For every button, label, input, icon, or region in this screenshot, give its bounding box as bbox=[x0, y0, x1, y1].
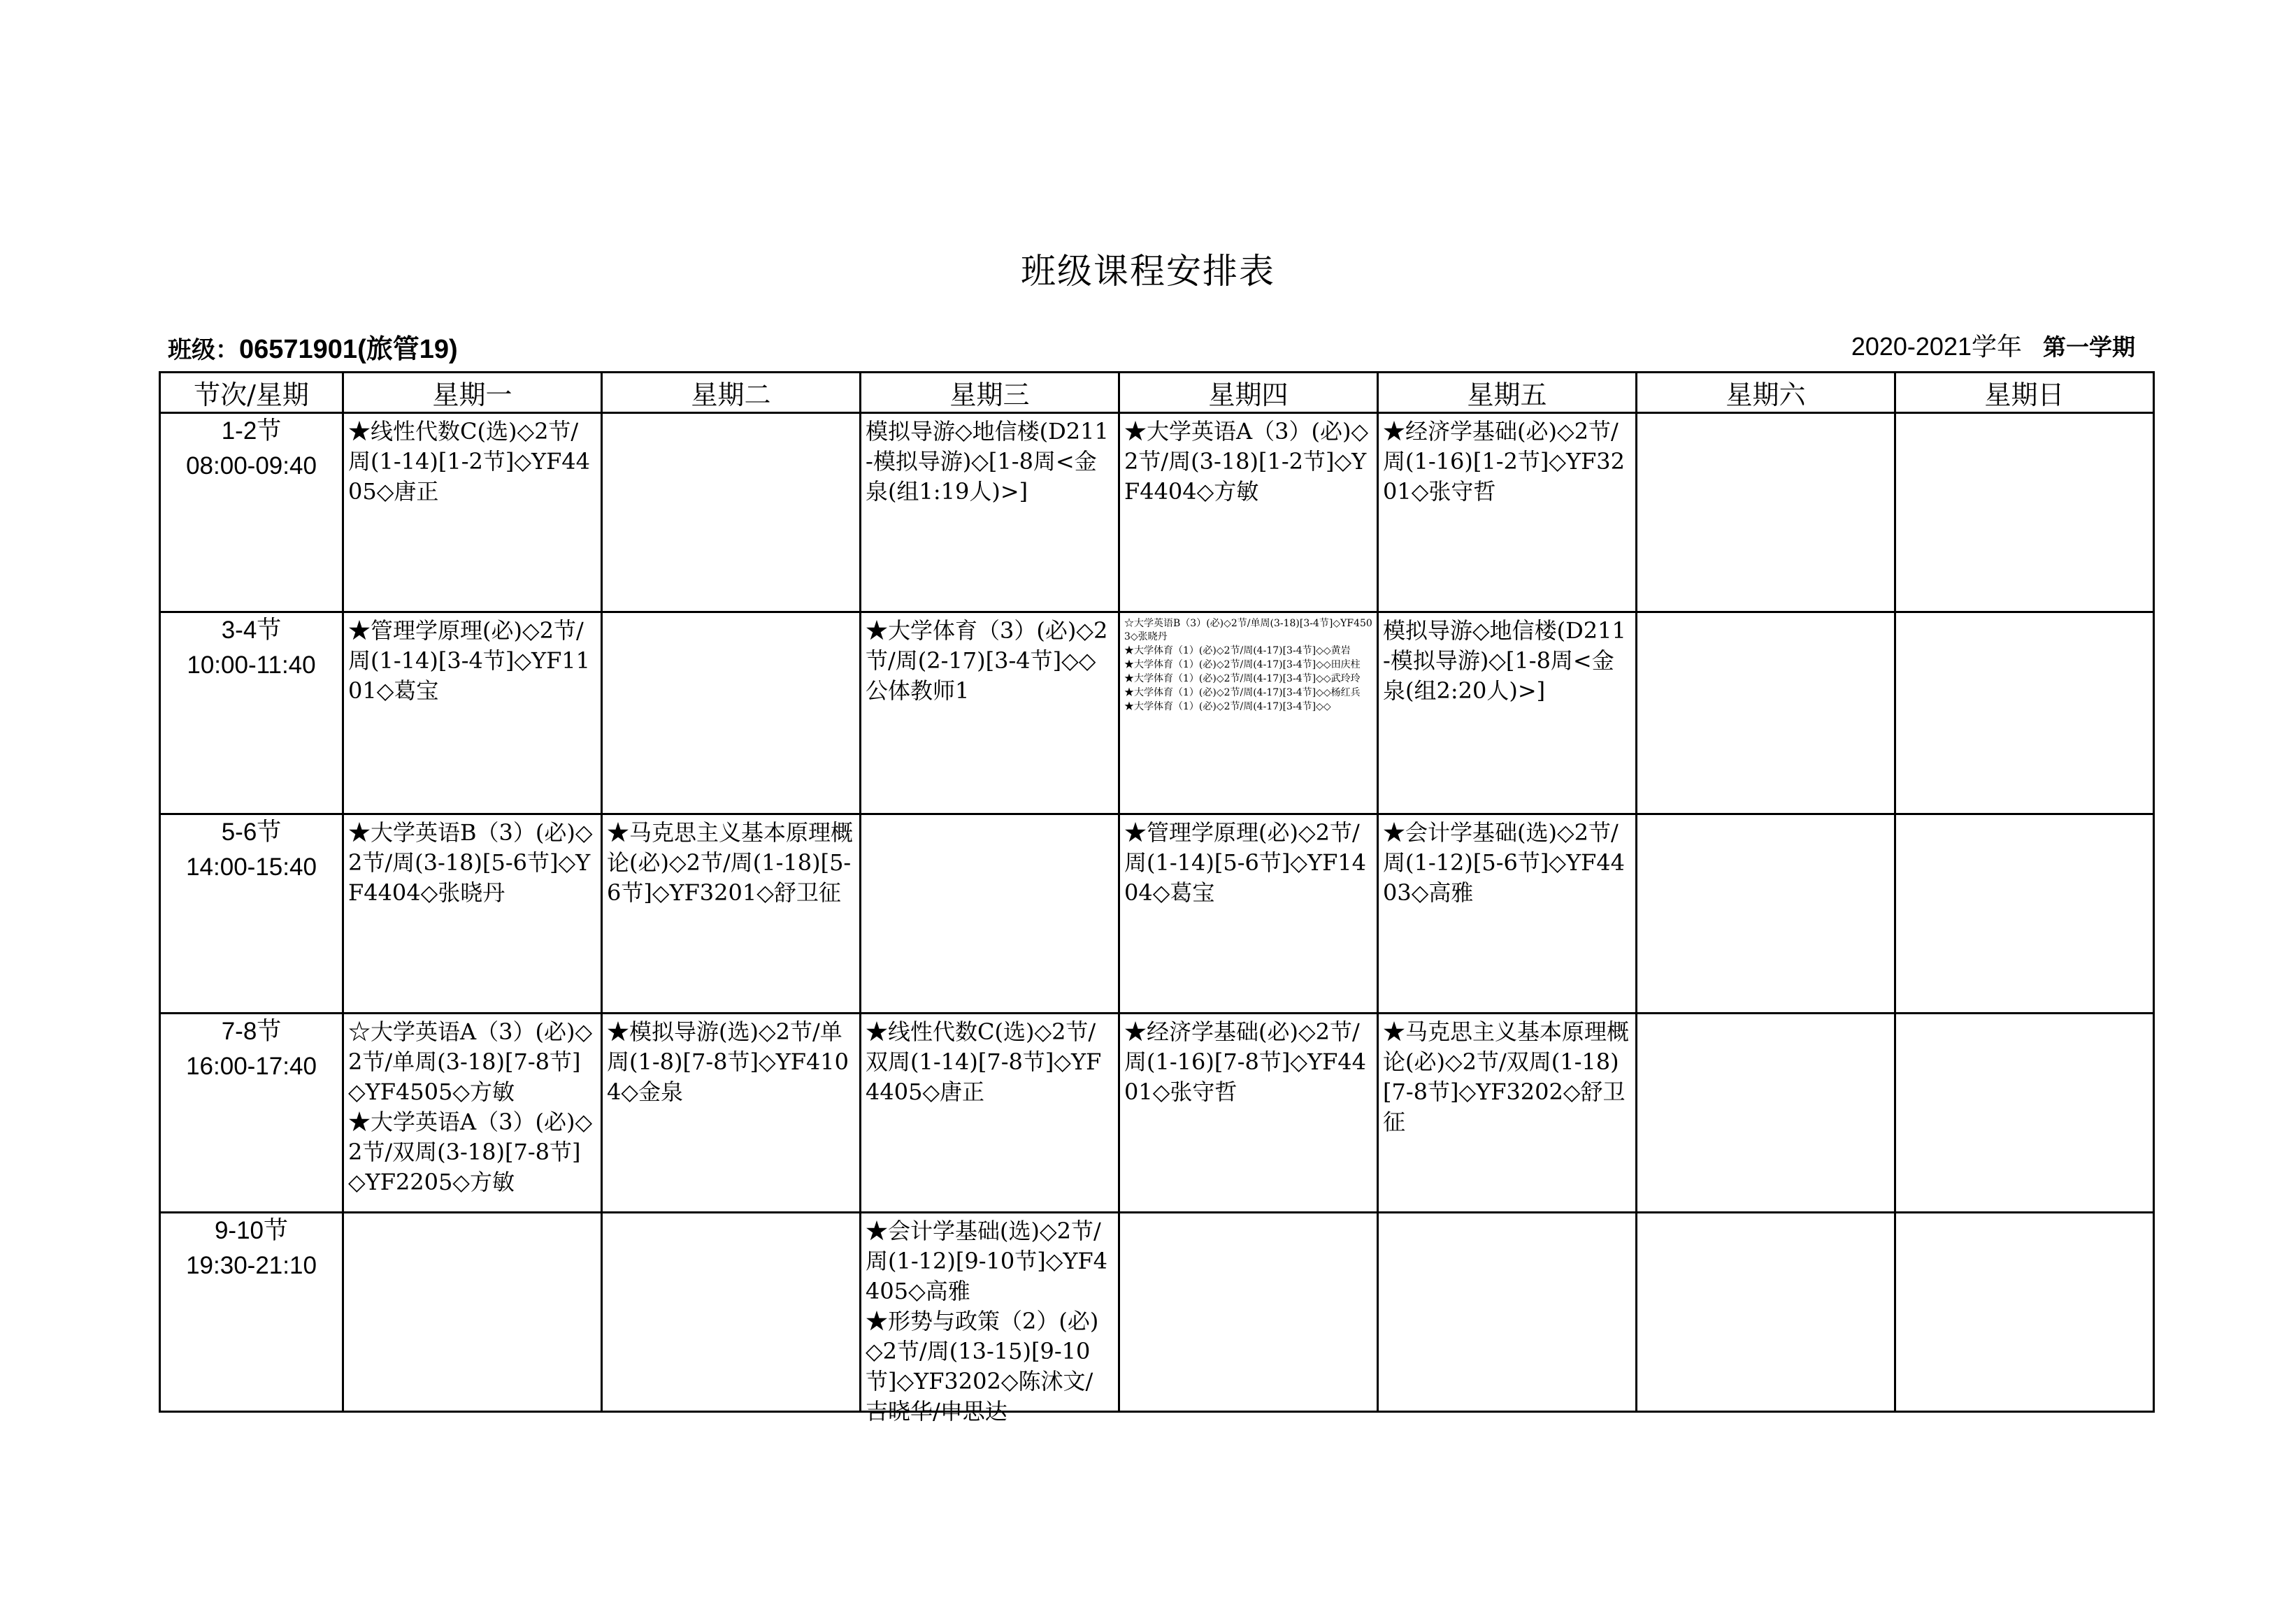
cell-content bbox=[861, 1213, 1118, 1425]
course-entry: ★管理学原理(必)◇2节/周(1-14)[3-4节]◇YF1101◇葛宝 bbox=[348, 617, 591, 704]
schedule-cell bbox=[1378, 1213, 1637, 1412]
cell-content bbox=[603, 1213, 859, 1411]
cell-content bbox=[1896, 1014, 2153, 1211]
class-label bbox=[168, 327, 458, 366]
cell-content bbox=[603, 613, 859, 810]
course-entry: 模拟导游◇地信楼(D211-模拟导游)◇[1-8周<金泉(组2:20人)>] bbox=[1383, 617, 1626, 704]
course-entry: ★模拟导游(选)◇2节/单周(1-8)[7-8节]◇YF4104◇金泉 bbox=[607, 1018, 849, 1105]
schedule-cell bbox=[602, 1014, 861, 1213]
header-row bbox=[160, 373, 2154, 413]
schedule-cell bbox=[1637, 413, 1895, 612]
schedule-cell bbox=[1378, 814, 1637, 1014]
schedule-cell bbox=[1637, 1014, 1895, 1213]
schedule-cell bbox=[1378, 612, 1637, 814]
schedule-cell bbox=[861, 1014, 1119, 1213]
course-entry: ★经济学基础(必)◇2节/周(1-16)[1-2节]◇YF3201◇张守哲 bbox=[1383, 418, 1626, 505]
period-cell bbox=[160, 612, 343, 814]
cell-content bbox=[1379, 815, 1635, 1012]
course-entry: ★大学英语A（3）(必)◇2节/周(3-18)[1-2节]◇YF4404◇方敏 bbox=[1124, 418, 1369, 505]
schedule-cell bbox=[602, 814, 861, 1014]
cell-content bbox=[1120, 815, 1377, 1012]
course-entry: ★大学体育（1）(必)◇2节/周(4-17)[3-4节]◇◇杨红兵 bbox=[1124, 687, 1361, 698]
schedule-cell bbox=[1637, 1213, 1895, 1412]
course-entry: ★经济学基础(必)◇2节/周(1-16)[7-8节]◇YF4401◇张守哲 bbox=[1124, 1018, 1367, 1105]
course-entry: ★大学英语B（3）(必)◇2节/周(3-18)[5-6节]◇YF4404◇张晓丹 bbox=[348, 819, 593, 906]
schedule-cell bbox=[602, 1213, 861, 1412]
course-entry: ★管理学原理(必)◇2节/周(1-14)[5-6节]◇YF1404◇葛宝 bbox=[1124, 819, 1367, 906]
cell-content bbox=[1637, 815, 1894, 1012]
cell-content bbox=[1896, 613, 2153, 810]
schedule-cell bbox=[861, 1213, 1119, 1425]
header-thursday: 星期四 bbox=[1119, 373, 1378, 413]
semester: 第一学期 bbox=[2043, 333, 2135, 361]
period-label: 9-10节 bbox=[214, 1217, 289, 1244]
period-label: 5-6节 bbox=[221, 819, 282, 846]
schedule-cell bbox=[343, 814, 602, 1014]
cell-content bbox=[1120, 414, 1377, 611]
cell-content bbox=[1379, 414, 1635, 611]
schedule-cell bbox=[1119, 1014, 1378, 1213]
cell-content bbox=[603, 414, 859, 611]
cell-content bbox=[344, 414, 601, 611]
schedule-cell bbox=[602, 612, 861, 814]
course-entry: ★大学体育（1）(必)◇2节/周(4-17)[3-4节]◇◇ bbox=[1124, 701, 1331, 712]
cell-content bbox=[1379, 613, 1635, 810]
academic-year: 2020-2021学年 bbox=[1851, 332, 2022, 361]
period-cell bbox=[160, 1014, 343, 1213]
period-cell bbox=[160, 413, 343, 612]
period-label: 7-8节 bbox=[221, 1018, 282, 1045]
cell-content bbox=[1120, 613, 1377, 813]
cell-content bbox=[1637, 1213, 1894, 1411]
course-entry: ☆大学英语B（3）(必)◇2节/单周(3-18)[3-4节]◇YF4503◇张晓丹 bbox=[1124, 618, 1372, 642]
cell-content bbox=[1120, 1014, 1377, 1211]
course-entry: ★大学体育（3）(必)◇2节/周(2-17)[3-4节]◇◇公体教师1 bbox=[866, 617, 1108, 704]
schedule-cell bbox=[343, 1014, 602, 1213]
period-cell bbox=[160, 1213, 343, 1412]
course-entry: ★线性代数C(选)◇2节/双周(1-14)[7-8节]◇YF4405◇唐正 bbox=[866, 1018, 1102, 1105]
course-entry: ★马克思主义基本原理概论(必)◇2节/双周(1-18)[7-8节]◇YF3202◇舒卫征 bbox=[1383, 1018, 1630, 1135]
course-entry: ★大学体育（1）(必)◇2节/周(4-17)[3-4节]◇◇田庆柱 bbox=[1124, 659, 1361, 670]
cell-content bbox=[861, 1014, 1118, 1211]
schedule-cell bbox=[343, 612, 602, 814]
course-entry: ★会计学基础(选)◇2节/周(1-12)[5-6节]◇YF4403◇高雅 bbox=[1383, 819, 1626, 906]
cell-content bbox=[1896, 815, 2153, 1012]
course-entry: ★形势与政策（2）(必)◇2节/周(13-15)[9-10节]◇YF3202◇陈沭文/吉晓华/申思达 bbox=[866, 1308, 1099, 1425]
class-value: 06571901(旅管19) bbox=[239, 335, 458, 364]
page-title: 班级课程安排表 bbox=[1021, 251, 1275, 291]
schedule-cell bbox=[1378, 1014, 1637, 1213]
table-row bbox=[160, 814, 2154, 1014]
table-row bbox=[160, 1213, 2154, 1412]
cell-content bbox=[1637, 613, 1894, 810]
period-time: 16:00-17:40 bbox=[186, 1053, 317, 1080]
cell-content bbox=[344, 613, 601, 810]
schedule-cell bbox=[1378, 413, 1637, 612]
schedule-cell bbox=[343, 1213, 602, 1412]
schedule-table bbox=[159, 371, 2155, 1425]
schedule-cell bbox=[1119, 413, 1378, 612]
period-time: 14:00-15:40 bbox=[186, 853, 317, 881]
course-entry: ★大学体育（1）(必)◇2节/周(4-17)[3-4节]◇◇武玲玲 bbox=[1124, 673, 1361, 684]
header-sunday: 星期日 bbox=[1895, 373, 2154, 413]
period-time: 10:00-11:40 bbox=[187, 651, 316, 679]
schedule-cell bbox=[1119, 1213, 1378, 1412]
schedule-cell bbox=[1895, 612, 2154, 814]
course-entry: ★马克思主义基本原理概论(必)◇2节/周(1-18)[5-6节]◇YF3201◇舒卫征 bbox=[607, 819, 854, 906]
table-row bbox=[160, 1014, 2154, 1213]
period-label: 1-2节 bbox=[221, 417, 282, 445]
cell-content bbox=[861, 414, 1118, 611]
class-prefix: 班级： bbox=[168, 336, 239, 364]
cell-content bbox=[1379, 1213, 1635, 1411]
course-entry: ☆大学英语A（3）(必)◇2节/单周(3-18)[7-8节]◇YF4505◇方敏 bbox=[348, 1018, 593, 1105]
schedule-cell bbox=[1895, 413, 2154, 612]
course-entry: 模拟导游◇地信楼(D211-模拟导游)◇[1-8周<金泉(组1:19人)>] bbox=[866, 418, 1109, 505]
course-entry: ★线性代数C(选)◇2节/周(1-14)[1-2节]◇YF4405◇唐正 bbox=[348, 418, 591, 505]
header-tuesday: 星期二 bbox=[602, 373, 861, 413]
schedule-cell bbox=[861, 612, 1119, 814]
header-friday: 星期五 bbox=[1378, 373, 1637, 413]
schedule-cell bbox=[1119, 612, 1378, 814]
schedule-cell bbox=[1637, 612, 1895, 814]
schedule-cell bbox=[1119, 814, 1378, 1014]
header-monday: 星期一 bbox=[343, 373, 602, 413]
schedule-cell bbox=[1637, 814, 1895, 1014]
cell-content bbox=[861, 815, 1118, 1012]
cell-content bbox=[861, 613, 1118, 810]
header-wednesday: 星期三 bbox=[861, 373, 1119, 413]
schedule-cell bbox=[602, 413, 861, 612]
table-row bbox=[160, 612, 2154, 814]
header-saturday: 星期六 bbox=[1637, 373, 1895, 413]
cell-content bbox=[603, 1014, 859, 1211]
schedule-cell bbox=[1895, 1213, 2154, 1412]
period-cell bbox=[160, 814, 343, 1014]
term-info bbox=[1851, 327, 2135, 363]
cell-content bbox=[344, 1213, 601, 1411]
schedule-cell bbox=[861, 413, 1119, 612]
cell-content bbox=[1637, 1014, 1894, 1211]
cell-content bbox=[1637, 414, 1894, 611]
cell-content bbox=[603, 815, 859, 1012]
period-time: 08:00-09:40 bbox=[186, 452, 317, 480]
schedule-cell bbox=[1895, 814, 2154, 1014]
schedule-cell bbox=[1895, 1014, 2154, 1213]
cell-content bbox=[344, 815, 601, 1012]
course-entry: ★会计学基础(选)◇2节/周(1-12)[9-10节]◇YF4405◇高雅 bbox=[866, 1218, 1108, 1304]
header-period: 节次/星期 bbox=[160, 373, 343, 413]
cell-content bbox=[1896, 1213, 2153, 1411]
course-entry: ★大学体育（1）(必)◇2节/周(4-17)[3-4节]◇◇黄岩 bbox=[1124, 645, 1351, 656]
schedule-cell bbox=[343, 413, 602, 612]
period-time: 19:30-21:10 bbox=[186, 1252, 317, 1279]
table-row bbox=[160, 413, 2154, 612]
schedule-cell bbox=[861, 814, 1119, 1014]
cell-content bbox=[1120, 1213, 1377, 1411]
course-entry: ★大学英语A（3）(必)◇2节/双周(3-18)[7-8节]◇YF2205◇方敏 bbox=[348, 1109, 593, 1195]
period-label: 3-4节 bbox=[221, 617, 282, 644]
cell-content bbox=[344, 1014, 601, 1211]
cell-content bbox=[1379, 1014, 1635, 1211]
cell-content bbox=[1896, 414, 2153, 611]
